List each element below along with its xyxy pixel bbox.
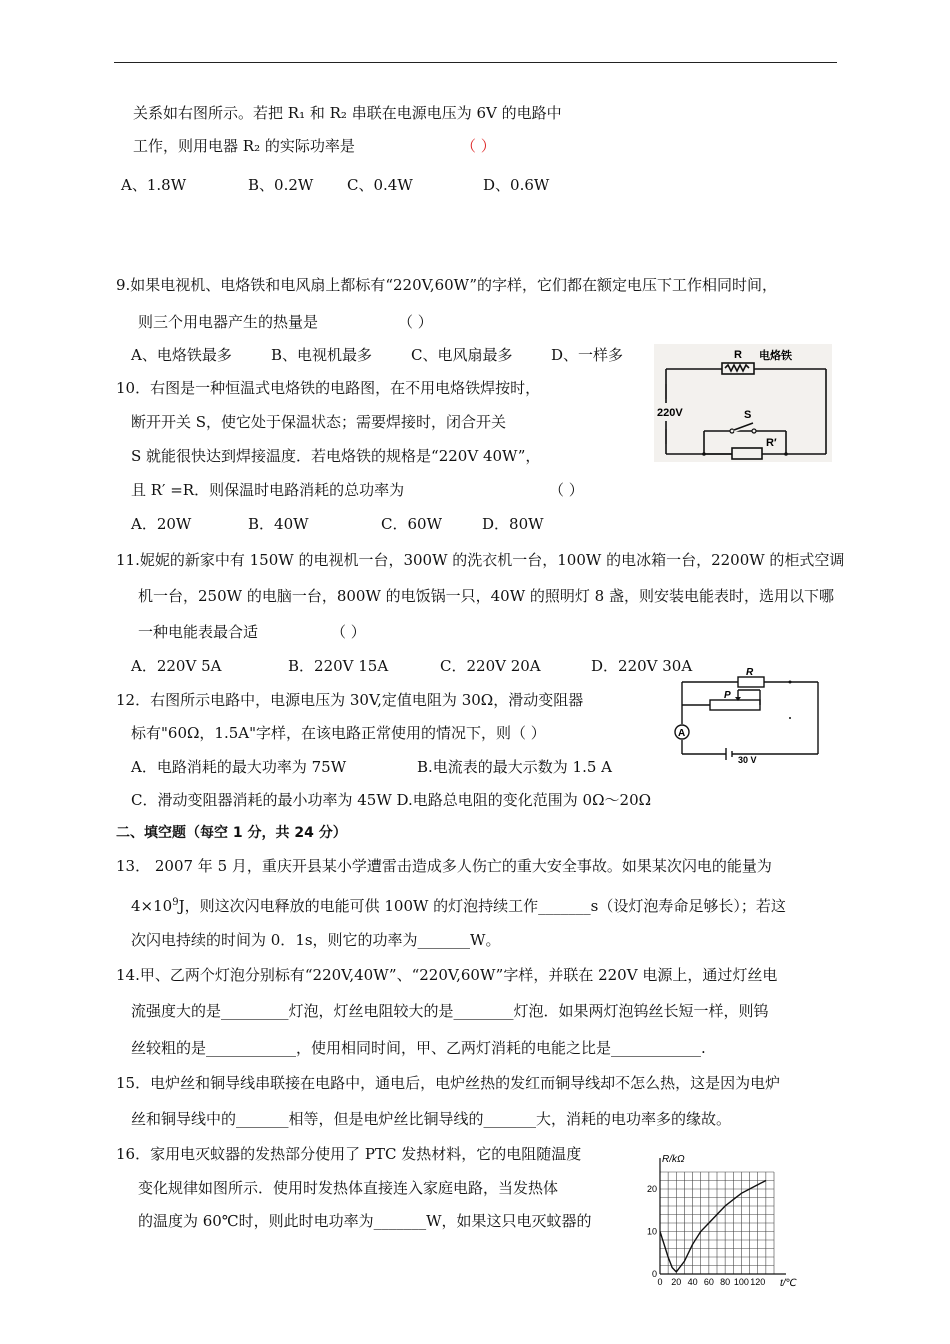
q12-line1: 12．右图所示电路中，电源电压为 30V,定值电阻为 30Ω，滑动变阻器 <box>116 691 584 709</box>
q10-line3: S 就能很快达到焊接温度．若电烙铁的规格是“220V 40W”， <box>131 447 541 465</box>
q11-option-b: B．220V 15A <box>288 657 389 675</box>
q11-line1: 11.妮妮的新家中有 150W 的电视机一台，300W 的洗衣机一台，100W 的电冰箱一台，2200W 的柜式空调 <box>116 551 845 569</box>
q16-line1: 16．家用电灭蚊器的发热部分使用了 PTC 发热材料，它的电阻随温度 <box>116 1145 582 1163</box>
chart-axes <box>660 1158 786 1274</box>
q12-option-b: B.电流表的最大示数为 1.5 A <box>417 758 613 776</box>
q10-line1: 10．右图是一种恒温式电烙铁的电路图，在不用电烙铁焊按时， <box>116 379 541 397</box>
chart-x-axis-label: t/℃ <box>780 1278 797 1289</box>
x-tick-label: 80 <box>720 1277 731 1287</box>
q10-line2: 断开开关 S，使它处于保温状态；需要焊接时，闭合开关 <box>131 413 507 431</box>
q10-option-b: B．40W <box>248 515 309 533</box>
y-tick-label: 0 <box>651 1269 657 1279</box>
q10-option-c: C．60W <box>381 515 442 533</box>
q12-circuit-diagram <box>668 668 826 764</box>
q12-fig-label-voltage: 30 V <box>738 755 757 764</box>
q9-line1: 9.如果电视机、电烙铁和电风扇上都标有“220V,60W”的字样，它们都在额定电压下工作相同时间， <box>116 276 778 294</box>
q11-paren: （ ） <box>331 623 366 641</box>
q14-line1: 14.甲、乙两个灯泡分别标有“220V,40W”、“220V,60W”字样，并联在 220V 电源上，通过灯丝电 <box>116 966 778 984</box>
q9-option-d: D、一样多 <box>551 346 624 364</box>
x-tick-label: 0 <box>657 1277 663 1287</box>
q11-option-c: C．220V 20A <box>440 657 541 675</box>
q11-option-d: D．220V 30A <box>591 657 693 675</box>
q8-option-c: C、0.4W <box>347 176 413 194</box>
y-tick-label: 20 <box>646 1184 657 1194</box>
q14-line2: 流强度大的是_________灯泡，灯丝电阻较大的是________灯泡．如果两灯泡钨丝长短一样，则钨 <box>131 1002 769 1020</box>
q12-fig-label-ammeter: A <box>678 728 686 739</box>
q9-option-a: A、电烙铁最多 <box>131 346 232 364</box>
q13-line2: $4\times 10^9J$，则这次闪电释放的电能可供 100W 的灯泡持续工作_______s（设灯泡寿命足够长）；若这 <box>131 897 786 915</box>
q12-option-cd: C．滑动变阻器消耗的最小功率为 45W D.电路总电阻的变化范围为 0Ω～20Ω <box>131 791 652 809</box>
q12-line2: 标有"60Ω，1.5A"字样，在该电路正常使用的情况下，则（ ） <box>131 724 546 742</box>
q10-line4: 且 R′ =R．则保温时电路消耗的总功率为 <box>131 481 405 499</box>
q10-fig-label-switch: S <box>744 409 752 421</box>
q10-circuit-diagram <box>654 344 832 462</box>
q8-option-d: D、0.6W <box>483 176 550 194</box>
q8-option-a: A、1.8W <box>121 176 187 194</box>
q12-fig-label-p: P <box>724 690 731 701</box>
ptc-resistance-chart <box>640 1150 810 1290</box>
resistance-curve <box>660 1181 766 1272</box>
q13-line3: 次闪电持续的时间为 0．1s，则它的功率为_______W。 <box>131 931 501 949</box>
q8-option-b: B、0.2W <box>248 176 314 194</box>
header-rule <box>114 62 837 63</box>
q13-line1: 13． 2007 年 5 月，重庆开县某小学遭雷击造成多人伤亡的重大安全事故。如果某次闪电的能量为 <box>116 857 772 875</box>
x-tick-label: 20 <box>671 1277 682 1287</box>
q16-line2: 变化规律如图所示．使用时发热体直接连入家庭电路，当发热体 <box>138 1179 559 1197</box>
section-title-fill-in: 二、填空题（每空 1 分，共 24 分） <box>116 825 347 841</box>
q10-option-d: D．80W <box>482 515 544 533</box>
x-tick-label: 120 <box>750 1277 766 1287</box>
q10-paren: （ ） <box>549 481 584 499</box>
x-tick-label: 60 <box>703 1277 714 1287</box>
q15-line2: 丝和铜导线中的_______相等，但是电炉丝比铜导线的_______大，消耗的电功率多的缘故。 <box>131 1110 732 1128</box>
q10-fig-label-name: 电烙铁 <box>759 350 792 362</box>
q10-fig-label-voltage: 220V <box>657 407 683 419</box>
x-tick-label: 40 <box>687 1277 698 1287</box>
q12-fig-label-r: R <box>746 668 754 678</box>
q11-option-a: A．220V 5A <box>131 657 222 675</box>
q8-answer-paren: （ ） <box>461 137 496 155</box>
q9-option-b: B、电视机最多 <box>271 346 373 364</box>
x-tick-label: 100 <box>733 1277 749 1287</box>
q11-line2: 机一台，250W 的电脑一台，800W 的电饭锅一只，40W 的照明灯 8 盏，则安装电能表时，选用以下哪 <box>138 587 834 605</box>
q10-fig-label-rprime: R′ <box>766 437 777 449</box>
q12-option-a: A．电路消耗的最大功率为 75W <box>131 758 347 776</box>
q9-option-c: C、电风扇最多 <box>411 346 513 364</box>
q8-line1: 关系如右图所示。若把 R₁ 和 R₂ 串联在电源电压为 6V 的电路中 <box>133 104 562 122</box>
q10-option-a: A．20W <box>131 515 192 533</box>
q8-line2: 工作，则用电器 R₂ 的实际功率是 <box>133 137 355 155</box>
q16-line3: 的温度为 60℃时，则此时电功率为_______W，如果这只电灭蚊器的 <box>138 1212 592 1230</box>
q9-line2: 则三个用电器产生的热量是 <box>138 313 319 331</box>
q15-line1: 15．电炉丝和铜导线串联接在电路中，通电后，电炉丝热的发红而铜导线却不怎么热，这是因为电炉 <box>116 1074 781 1092</box>
q14-line3: 丝较粗的是____________，使用相同时间，甲、乙两灯消耗的电能之比是____________. <box>131 1039 706 1057</box>
chart-grid <box>660 1172 774 1274</box>
chart-y-axis-label: R/kΩ <box>662 1154 685 1165</box>
q10-fig-label-r: R <box>734 349 742 361</box>
y-tick-label: 10 <box>646 1226 657 1237</box>
q11-line3: 一种电能表最合适 <box>138 623 259 641</box>
q9-paren: （ ） <box>398 313 433 331</box>
